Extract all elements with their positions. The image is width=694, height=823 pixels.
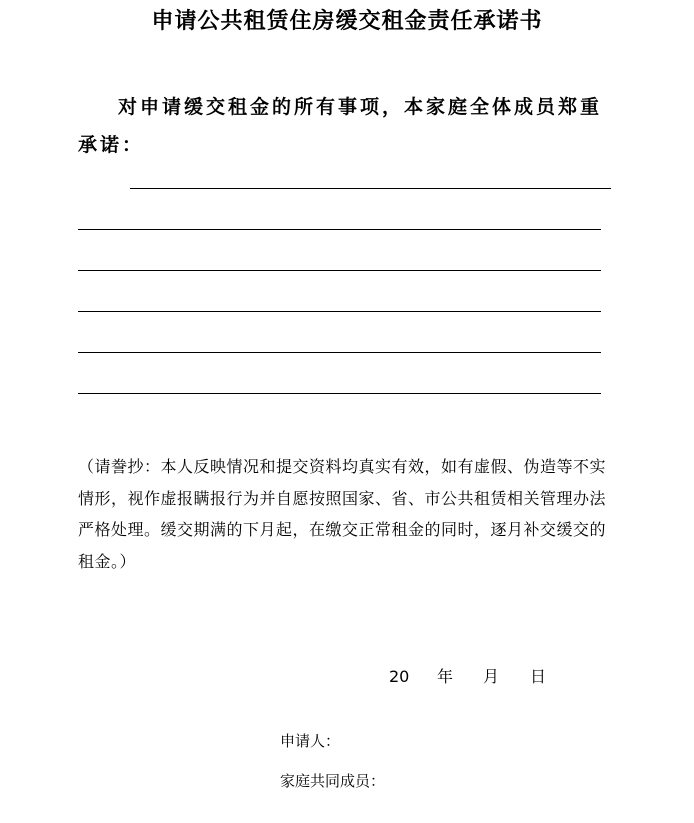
blank-line-1 <box>130 188 611 189</box>
blank-line-3 <box>78 270 601 271</box>
document-title: 申请公共租赁住房缓交租金责任承诺书 <box>151 8 543 34</box>
date-day-label: 日 <box>530 667 547 686</box>
date-row <box>0 665 694 689</box>
applicant-label: 申请人： <box>280 732 341 750</box>
family-members-label: 家庭共同成员： <box>280 772 386 790</box>
blank-line-5 <box>78 352 601 353</box>
commitment-intro: 对申请缓交租金的所有事项，本家庭全体成员郑重承诺： <box>78 96 603 156</box>
transcription-note: （请誊抄：本人反映情况和提交资料均真实有效，如有虚假、伪造等不实情形，视作虚报瞒报行为并自愿按照国家、省、市公共租赁相关管理办法严格处理。缓交期满的下月起，在缴交正常租金的同时，逐月补交缓交的租金。） <box>78 457 607 571</box>
blank-line-6 <box>78 393 601 394</box>
date-year-label: 年 <box>437 667 454 686</box>
blank-line-4 <box>78 311 601 312</box>
date-month-label: 月 <box>483 667 500 686</box>
date-year-prefix: 20 <box>389 667 410 686</box>
blank-line-2 <box>78 229 601 230</box>
